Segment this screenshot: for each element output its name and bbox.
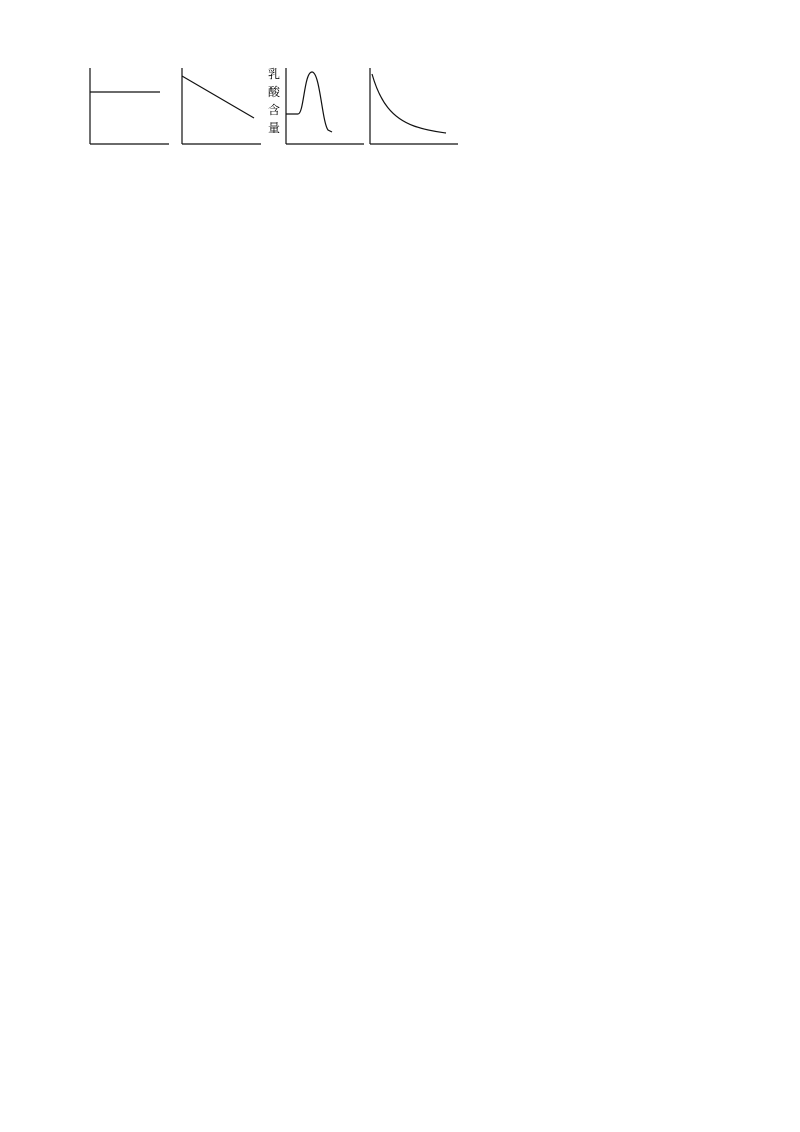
- figure-1: [74, 62, 174, 186]
- figure-2: [166, 62, 266, 186]
- figure-row: [74, 62, 734, 182]
- figure-3-ylabel: 乳酸含量: [268, 67, 281, 135]
- figure-3-curve: [286, 72, 332, 132]
- figure-2-curve: [182, 76, 254, 118]
- figure-4-curve: [372, 74, 446, 133]
- document-body: [74, 58, 734, 188]
- figure-4: [354, 62, 464, 186]
